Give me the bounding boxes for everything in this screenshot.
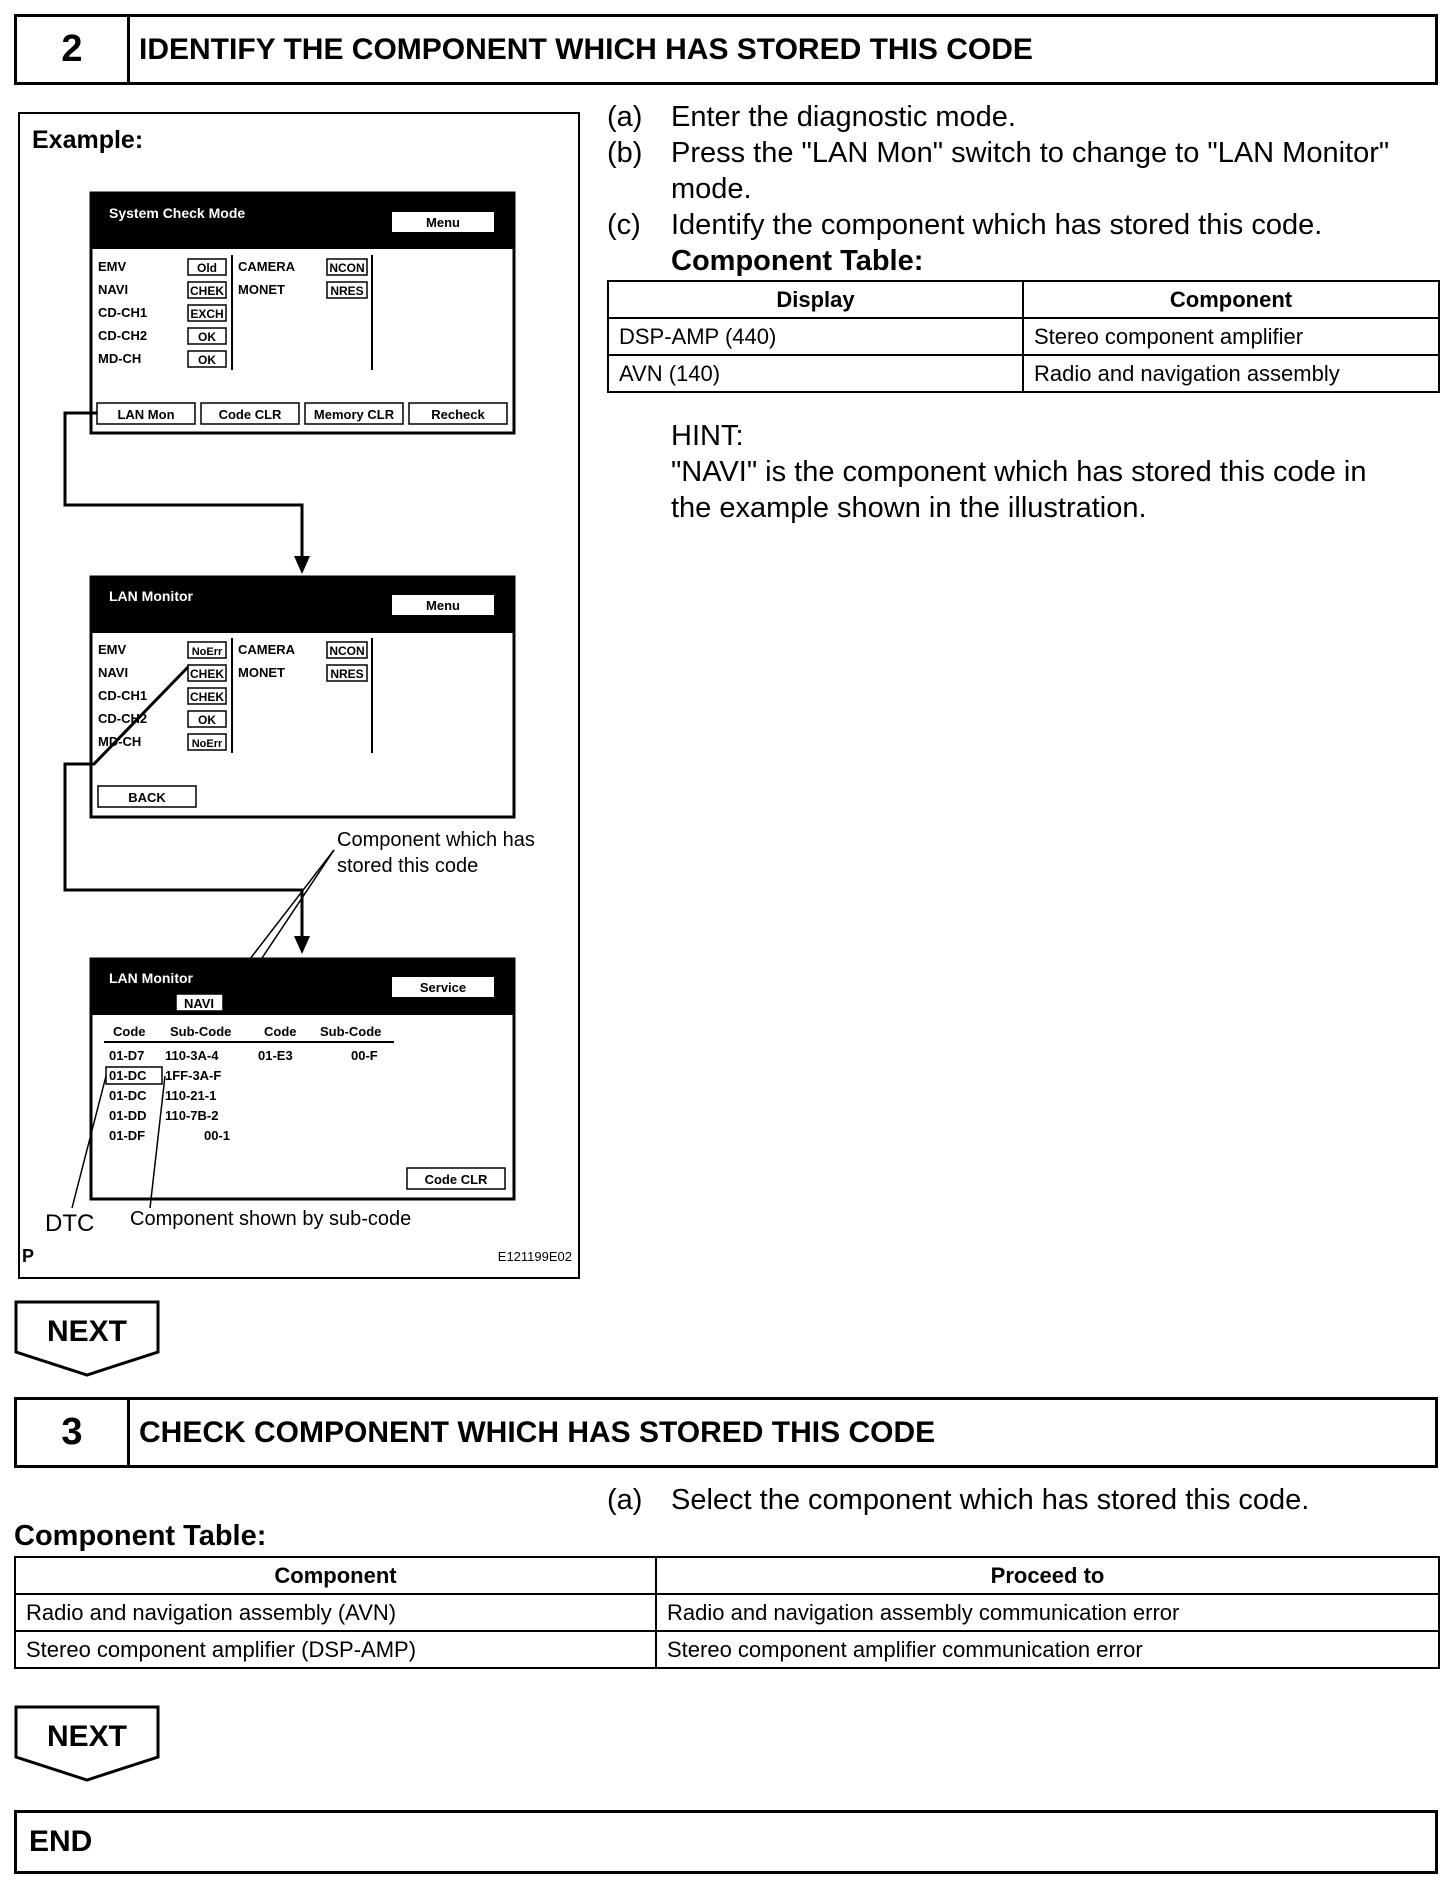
- hint: [671, 418, 1441, 528]
- status-badge: CHEK: [189, 284, 225, 298]
- next-arrow-1: [14, 1300, 164, 1380]
- column-header: Sub-Code: [170, 1024, 232, 1039]
- button-label: BACK: [128, 790, 166, 805]
- table-row: [15, 1594, 1439, 1631]
- instruction-text: Enter the diagnostic mode.: [671, 101, 1016, 133]
- item-label: MD-CH: [98, 351, 142, 366]
- table-cell: 00-F: [351, 1048, 378, 1063]
- step-number: 2: [17, 17, 130, 82]
- table-cell: Stereo component amplifier (DSP-AMP): [15, 1631, 656, 1668]
- status-badge: NRES: [330, 667, 364, 681]
- table-cell: Stereo component amplifier: [1023, 318, 1439, 355]
- screen-system-check-mode: [91, 193, 514, 433]
- table-cell: Radio and navigation assembly (AVN): [15, 1594, 656, 1631]
- status-badge: NRES: [330, 284, 364, 298]
- item-label: MONET: [238, 282, 285, 297]
- item-label: NAVI: [98, 282, 129, 297]
- item-label: CD-CH1: [98, 305, 148, 320]
- menu-button-label: Menu: [426, 598, 460, 613]
- item-label: EMV: [98, 259, 127, 274]
- item-label: CD-CH2: [98, 711, 148, 726]
- instruction-label: (c): [607, 209, 641, 241]
- instruction-text: Select the component which has stored this code.: [671, 1484, 1310, 1516]
- example-label: Example:: [32, 126, 144, 154]
- item-label: CD-CH1: [98, 688, 148, 703]
- instruction-text: Press the "LAN Mon" switch to change to "LAN Monitor": [671, 137, 1390, 169]
- callout-text: Component shown by sub-code: [130, 1208, 412, 1230]
- table-header-row: [608, 281, 1439, 318]
- component-table-title: Component Table:: [671, 245, 924, 277]
- table-cell: 00-1: [204, 1128, 231, 1143]
- component-table-step3: [14, 1556, 1440, 1669]
- step-number: 3: [17, 1400, 130, 1465]
- table-cell: Radio and navigation assembly: [1023, 355, 1439, 392]
- status-badge: NCON: [329, 261, 365, 275]
- item-label: NAVI: [98, 665, 129, 680]
- table-cell: DSP-AMP (440): [608, 318, 1023, 355]
- service-button-label: Service: [419, 980, 467, 995]
- corner-label: P: [22, 1246, 35, 1266]
- button-label: Recheck: [431, 407, 485, 422]
- table-cell: AVN (140): [608, 355, 1023, 392]
- end-label: END: [29, 1825, 93, 1858]
- example-illustration: [0, 0, 600, 1290]
- table-cell: 110-3A-4: [165, 1048, 219, 1063]
- instruction-a: [607, 1482, 1437, 1518]
- table-cell: 01-DC: [109, 1068, 147, 1083]
- callout-text: Component which has: [337, 829, 535, 851]
- table-cell: 01-DC: [109, 1088, 147, 1103]
- table-cell: 01-D7: [109, 1048, 145, 1063]
- status-badge: NoErr: [191, 738, 223, 750]
- instruction-label: (b): [607, 137, 643, 169]
- screen-subtitle: NAVI: [183, 996, 215, 1011]
- status-badge: Old: [197, 261, 217, 275]
- screen-title: LAN Monitor: [109, 970, 193, 986]
- table-cell: 110-7B-2: [165, 1108, 219, 1123]
- menu-button-label: Menu: [426, 215, 460, 230]
- step-title: IDENTIFY THE COMPONENT WHICH HAS STORED THIS CODE: [139, 32, 1033, 66]
- instruction-text: Identify the component which has stored this code.: [671, 209, 1323, 241]
- status-badge: OK: [198, 353, 216, 367]
- column-header: Code: [113, 1024, 146, 1039]
- table-row: [608, 355, 1439, 392]
- hint-label: HINT:: [671, 420, 744, 452]
- status-badge: NCON: [329, 644, 365, 658]
- item-label: CAMERA: [238, 642, 296, 657]
- instruction-b: [607, 135, 1437, 207]
- callout-text: DTC: [45, 1210, 95, 1237]
- step-3-header: [14, 1397, 1438, 1468]
- status-badge: NoErr: [191, 646, 223, 658]
- item-label: CD-CH2: [98, 328, 148, 343]
- table-header: Proceed to: [656, 1557, 1439, 1594]
- column-header: Code: [264, 1024, 297, 1039]
- table-header: Display: [608, 281, 1023, 318]
- status-badge: OK: [198, 330, 216, 344]
- screen-title: LAN Monitor: [109, 588, 193, 604]
- table-cell: Radio and navigation assembly communication error: [656, 1594, 1439, 1631]
- callout-text: stored this code: [337, 855, 479, 877]
- table-row: [608, 318, 1439, 355]
- next-label: NEXT: [46, 1720, 128, 1753]
- status-badge: OK: [198, 713, 216, 727]
- instruction-label: (a): [607, 1484, 643, 1516]
- status-badge: EXCH: [190, 307, 224, 321]
- next-arrow-2: [14, 1705, 164, 1785]
- instruction-label: (a): [607, 101, 643, 133]
- button-label: Code CLR: [218, 407, 282, 422]
- table-cell: 01-DD: [109, 1108, 147, 1123]
- status-badge: CHEK: [189, 690, 225, 704]
- item-label: MONET: [238, 665, 285, 680]
- screen-title: System Check Mode: [109, 205, 246, 221]
- instruction-text-cont: mode.: [671, 173, 752, 205]
- component-table-step2: [607, 280, 1440, 393]
- item-label: CAMERA: [238, 259, 296, 274]
- hint-text-cont: the example shown in the illustration.: [671, 492, 1147, 524]
- table-header: Component: [1023, 281, 1439, 318]
- component-table-title: Component Table:: [14, 1520, 267, 1552]
- table-cell: 01-DF: [109, 1128, 146, 1143]
- next-label: NEXT: [46, 1315, 128, 1348]
- item-label: EMV: [98, 642, 127, 657]
- table-cell: 110-21-1: [165, 1088, 217, 1103]
- instruction-c: [607, 207, 1437, 243]
- column-header: Sub-Code: [320, 1024, 382, 1039]
- button-label: Memory CLR: [313, 407, 395, 422]
- step-title: CHECK COMPONENT WHICH HAS STORED THIS CODE: [139, 1415, 936, 1449]
- hint-text: "NAVI" is the component which has stored this code in: [671, 456, 1367, 488]
- button-label: Code CLR: [424, 1172, 488, 1187]
- table-cell: 01-E3: [258, 1048, 293, 1063]
- end-box: [14, 1810, 1438, 1874]
- table-header-row: [15, 1557, 1439, 1594]
- item-label: MD-CH: [98, 734, 142, 749]
- figure-id: E121199E02: [497, 1249, 572, 1264]
- table-header: Component: [15, 1557, 656, 1594]
- button-label: LAN Mon: [117, 407, 175, 422]
- table-cell: 1FF-3A-F: [165, 1068, 222, 1083]
- status-badge: CHEK: [189, 667, 225, 681]
- table-row: [15, 1631, 1439, 1668]
- table-cell: Stereo component amplifier communication error: [656, 1631, 1439, 1668]
- screen-lan-monitor: [91, 577, 514, 817]
- instruction-a: [607, 99, 1437, 135]
